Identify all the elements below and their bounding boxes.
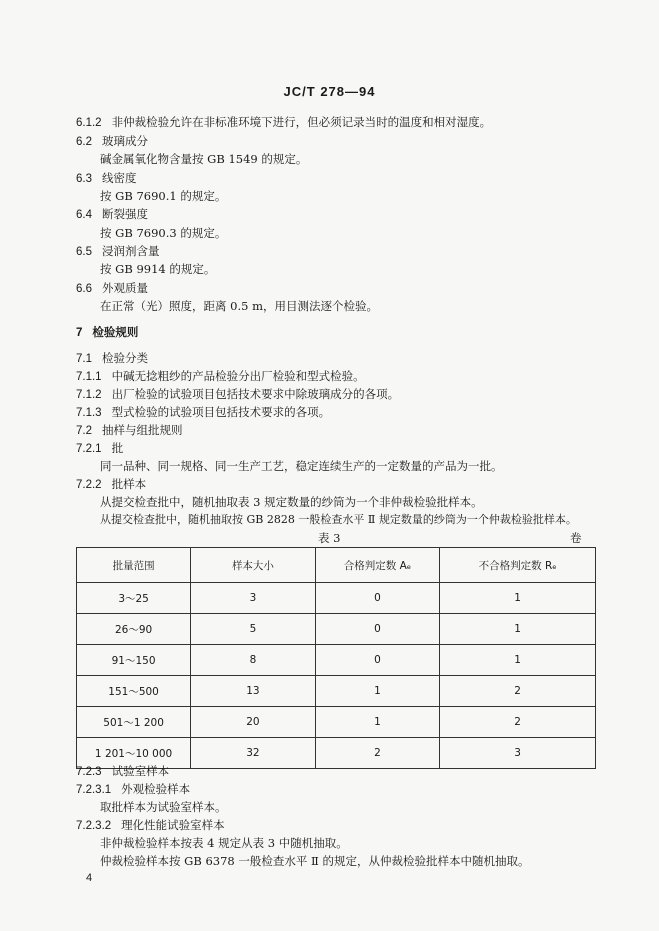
cell-accept: 1 <box>315 676 440 707</box>
clause-7-2-2-body-1: 从提交检查批中，随机抽取表 3 规定数量的纱筒为一个非仲裁检验批样本。 <box>100 495 483 509</box>
clause-7-2-3-2-body-1: 非仲裁检验样本按表 4 规定从表 3 中随机抽取。 <box>100 836 348 850</box>
cell-reject: 2 <box>440 707 596 738</box>
clause-6-6-body: 在正常（光）照度，距离 0.5 m，用目测法逐个检验。 <box>100 299 379 313</box>
table-caption: 表 3 <box>318 531 341 545</box>
table-unit: 卷 <box>570 531 582 545</box>
section-7-heading: 7 检验规则 <box>76 325 139 339</box>
cell-lot-range: 151～500 <box>77 676 191 707</box>
header-sample-size: 样本大小 <box>191 548 316 583</box>
clause-7-2-1-body: 同一品种、同一规格、同一生产工艺，稳定连续生产的一定数量的产品为一批。 <box>100 459 503 473</box>
cell-accept: 2 <box>315 738 440 769</box>
clause-6-6: 6.6 外观质量 <box>76 281 148 295</box>
cell-lot-range: 501～1 200 <box>77 707 191 738</box>
cell-sample-size: 20 <box>191 707 316 738</box>
table-row <box>77 583 596 614</box>
cell-sample-size: 8 <box>191 645 316 676</box>
cell-sample-size: 3 <box>191 583 316 614</box>
cell-reject: 1 <box>440 614 596 645</box>
cell-sample-size: 13 <box>191 676 316 707</box>
cell-accept: 0 <box>315 614 440 645</box>
clause-7-2-3-2: 7.2.3.2 理化性能试验室样本 <box>76 818 225 832</box>
clause-7-2-2-body-2: 从提交检查批中，随机抽取按 GB 2828 一般检查水平 Ⅱ 规定数量的纱筒为一个仲裁检验批样本。 <box>100 513 577 526</box>
cell-lot-range: 3～25 <box>77 583 191 614</box>
cell-reject: 3 <box>440 738 596 769</box>
clause-6-2-body: 碱金属氧化物含量按 GB 1549 的规定。 <box>100 152 308 166</box>
cell-accept: 0 <box>315 583 440 614</box>
clause-6-1-2: 6.1.2 非仲裁检验允许在非标准环境下进行，但必须记录当时的温度和相对湿度。 <box>76 115 492 129</box>
standard-header: JC/T 278—94 <box>283 84 376 99</box>
cell-reject: 2 <box>440 676 596 707</box>
clause-6-5: 6.5 浸润剂含量 <box>76 244 160 258</box>
clause-7-2: 7.2 抽样与组批规则 <box>76 423 183 437</box>
clause-7-1-2: 7.1.2 出厂检验的试验项目包括技术要求中除玻璃成分的各项。 <box>76 387 400 401</box>
cell-sample-size: 32 <box>191 738 316 769</box>
cell-accept: 0 <box>315 645 440 676</box>
header-lot-range: 批量范围 <box>77 548 191 583</box>
clause-6-4: 6.4 断裂强度 <box>76 207 148 221</box>
table-row <box>77 614 596 645</box>
cell-lot-range: 91～150 <box>77 645 191 676</box>
clause-7-1-3: 7.1.3 型式检验的试验项目包括技术要求的各项。 <box>76 405 331 419</box>
clause-6-3-body: 按 GB 7690.1 的规定。 <box>100 189 227 203</box>
cell-reject: 1 <box>440 645 596 676</box>
page-number: 4 <box>86 872 93 884</box>
clause-7-1-1: 7.1.1 中碱无捻粗纱的产品检验分出厂检验和型式检验。 <box>76 369 365 383</box>
clause-6-2: 6.2 玻璃成分 <box>76 134 148 148</box>
cell-sample-size: 5 <box>191 614 316 645</box>
clause-6-3: 6.3 线密度 <box>76 171 137 185</box>
clause-7-2-3-2-body-2: 仲裁检验样本按 GB 6378 一般检查水平 Ⅱ 的规定，从仲裁检验批样本中随机抽取。 <box>100 854 530 868</box>
table-row <box>77 676 596 707</box>
clause-7-2-1: 7.2.1 批 <box>76 441 124 455</box>
table-row <box>77 645 596 676</box>
clause-7-1: 7.1 检验分类 <box>76 351 148 365</box>
cell-lot-range: 26～90 <box>77 614 191 645</box>
clause-7-2-3: 7.2.3 试验室样本 <box>76 764 170 778</box>
cell-reject: 1 <box>440 583 596 614</box>
cell-accept: 1 <box>315 707 440 738</box>
clause-7-2-2: 7.2.2 批样本 <box>76 477 147 491</box>
clause-7-2-3-1-body: 取批样本为试验室样本。 <box>100 800 227 814</box>
clause-6-5-body: 按 GB 9914 的规定。 <box>100 262 216 276</box>
table-header-row <box>77 548 596 583</box>
clause-7-2-3-1: 7.2.3.1 外观检验样本 <box>76 782 191 796</box>
table-row <box>77 707 596 738</box>
header-accept-number: 合格判定数 Aₑ <box>315 548 440 583</box>
sample-size-table <box>76 547 596 769</box>
header-reject-number: 不合格判定数 Rₑ <box>440 548 596 583</box>
clause-6-4-body: 按 GB 7690.3 的规定。 <box>100 226 227 240</box>
cell-lot-range: 1 201～10 000 <box>77 738 191 769</box>
